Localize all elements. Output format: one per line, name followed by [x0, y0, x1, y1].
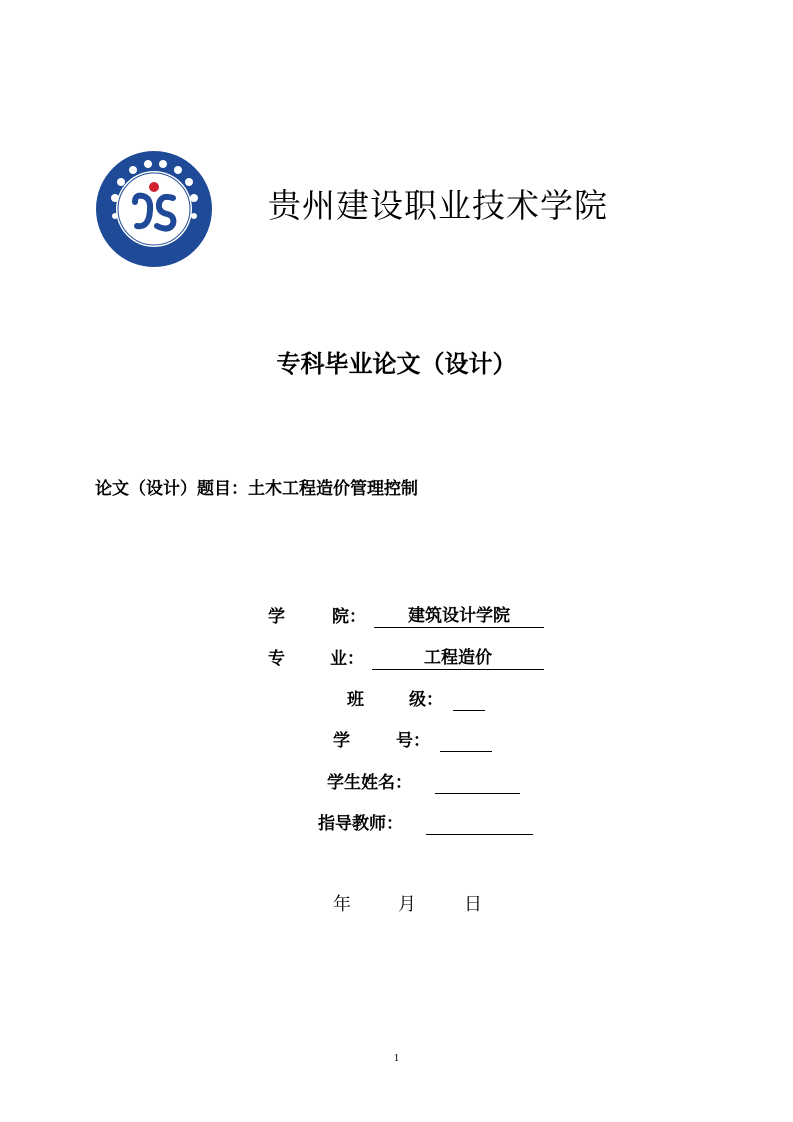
class-row: [347, 688, 485, 711]
school-emblem-icon: [95, 150, 213, 268]
date-month: 月: [398, 894, 416, 915]
major-label-b: 业：: [330, 649, 364, 669]
major-label-a: 专: [268, 649, 285, 669]
advisor-value: [426, 812, 533, 835]
college-row: [268, 605, 544, 628]
school-logo: [95, 150, 213, 268]
advisor-row: [318, 812, 533, 835]
topic-value: 土木工程造价管理控制: [248, 479, 418, 499]
student-id-row: [333, 729, 492, 752]
student-id-label-a: 学: [333, 731, 350, 751]
college-label-a: 学: [268, 607, 285, 627]
student-id-value: [440, 729, 492, 752]
student-name-value: [435, 771, 520, 794]
class-value: [453, 688, 485, 711]
thesis-topic-line: [95, 479, 418, 499]
class-label-b: 级：: [409, 690, 443, 710]
class-label-a: 班: [347, 690, 364, 710]
student-name-label: 学生姓名：: [327, 773, 412, 793]
advisor-label: 指导教师：: [318, 814, 403, 834]
college-label-b: 院：: [332, 607, 366, 627]
student-id-label-b: 号：: [396, 731, 430, 751]
page-number: 1: [393, 1052, 400, 1064]
major-value: 工程造价: [372, 647, 544, 670]
date-line: [333, 894, 482, 916]
college-value: 建筑设计学院: [374, 605, 544, 628]
student-name-row: [327, 771, 520, 794]
major-row: [268, 647, 544, 670]
document-type-title: 专科毕业论文（设计）: [276, 350, 517, 378]
school-name: 贵州建设职业技术学院: [268, 186, 608, 225]
date-year: 年: [333, 894, 351, 915]
date-day: 日: [464, 894, 482, 915]
topic-label: 论文（设计）题目：: [95, 479, 248, 499]
